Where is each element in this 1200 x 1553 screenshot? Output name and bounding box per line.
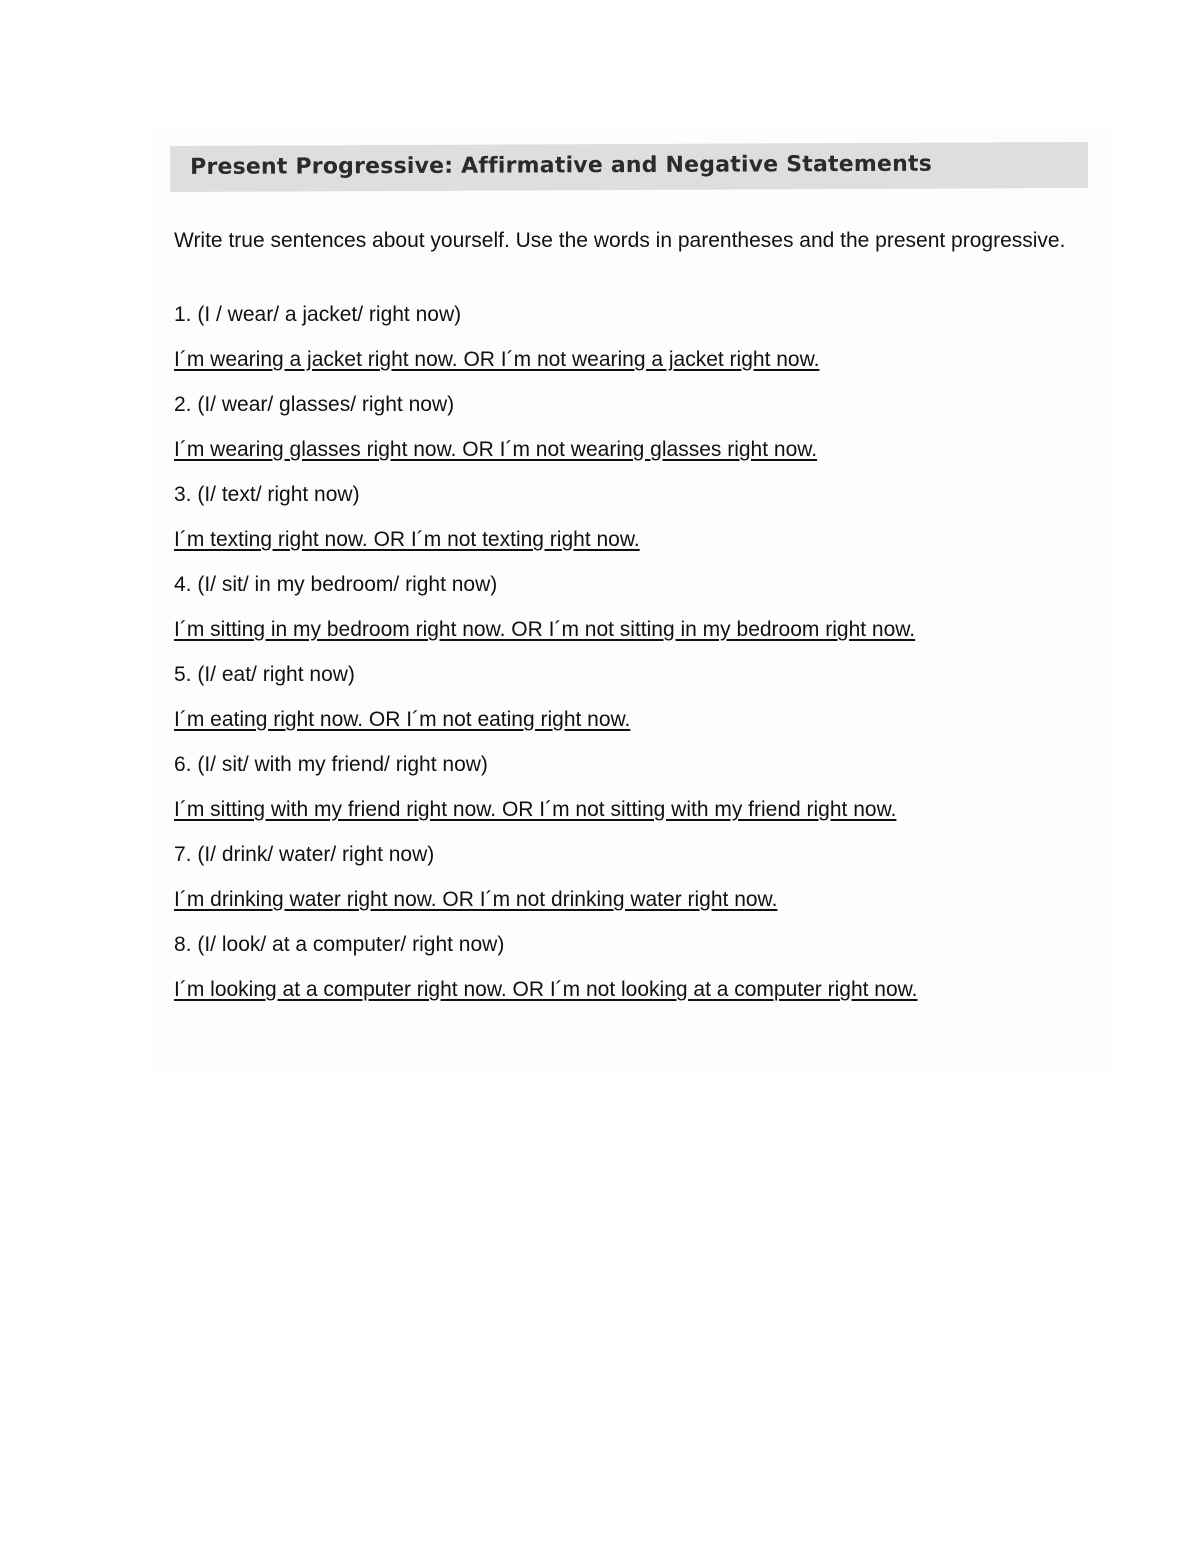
answer-text: I´m looking at a computer right now. OR I´m not looking at a computer right now. — [174, 978, 918, 1001]
exercise-answer — [174, 795, 1074, 840]
answer-text: I´m wearing glasses right now. OR I´m not wearing glasses right now. — [174, 438, 818, 461]
exercise-answer — [174, 705, 1074, 750]
exercise-item — [174, 840, 1074, 930]
answer-text: I´m eating right now. OR I´m not eating right now. — [174, 708, 631, 731]
exercise-prompt: 3. (I/ text/ right now) — [174, 483, 360, 506]
exercise-prompt: 1. (I / wear/ a jacket/ right now) — [174, 303, 462, 326]
exercise-prompt: 6. (I/ sit/ with my friend/ right now) — [174, 753, 488, 776]
answer-text: I´m drinking water right now. OR I´m not drinking water right now. — [174, 888, 778, 911]
exercise-prompt: 7. (I/ drink/ water/ right now) — [174, 843, 435, 866]
title-banner — [170, 142, 1088, 192]
exercise-answer — [174, 615, 1074, 660]
exercise-item — [174, 930, 1074, 1020]
exercise-answer — [174, 345, 1074, 390]
exercise-prompt: 5. (I/ eat/ right now) — [174, 663, 355, 686]
exercise-answer — [174, 435, 1074, 480]
exercise-list — [174, 300, 1074, 1020]
exercise-answer — [174, 525, 1074, 570]
answer-text: I´m texting right now. OR I´m not texting right now. — [174, 528, 640, 551]
answer-text: I´m wearing a jacket right now. OR I´m not wearing a jacket right now. — [174, 348, 820, 371]
answer-text: I´m sitting with my friend right now. OR I´m not sitting with my friend right now. — [174, 798, 897, 821]
exercise-prompt: 2. (I/ wear/ glasses/ right now) — [174, 393, 455, 416]
page-title: Present Progressive: Affirmative and Negative Statements — [190, 151, 933, 180]
exercise-item — [174, 750, 1074, 840]
exercise-item — [174, 570, 1074, 660]
instructions-text: Write true sentences about yourself. Use the words in parentheses and the present progressive. — [174, 229, 1066, 252]
exercise-prompt: 4. (I/ sit/ in my bedroom/ right now) — [174, 573, 498, 596]
exercise-item — [174, 480, 1074, 570]
exercise-item — [174, 660, 1074, 750]
exercise-answer — [174, 885, 1074, 930]
exercise-item — [174, 390, 1074, 480]
exercise-answer — [174, 975, 1074, 1020]
answer-text: I´m sitting in my bedroom right now. OR I´m not sitting in my bedroom right now. — [174, 618, 916, 641]
exercise-item — [174, 300, 1074, 390]
exercise-prompt: 8. (I/ look/ at a computer/ right now) — [174, 933, 505, 956]
